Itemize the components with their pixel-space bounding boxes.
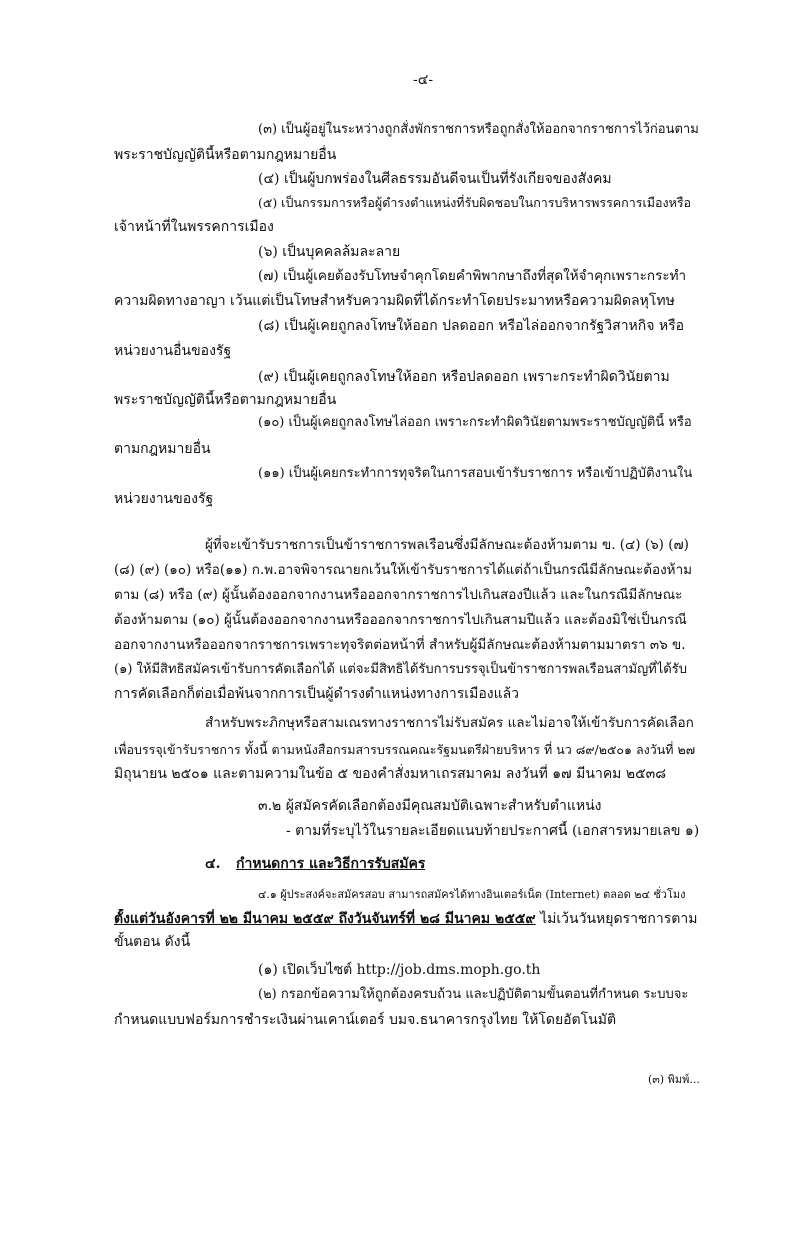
text-line: มิถุนายน ๒๕๐๑ และตามความในข้อ ๕ ของคำสั่งมหาเถรสมาคม ลงวันที่ ๑๗ มีนาคม ๒๕๓๘ [114,766,667,782]
text-line: (๗) เป็นผู้เคยต้องรับโทษจำคุกโดยคำพิพากษาถึงที่สุดให้จำคุกเพราะกระทำ [258,268,687,284]
section-heading: กำหนดการ และวิธีการรับสมัคร [236,856,426,872]
text-line: พระราชบัญญัตินี้หรือตามกฎหมายอื่น [114,392,337,408]
text-line: (๒) กรอกข้อความให้ถูกต้องครบถ้วน และปฏิบัติตามขั้นตอนที่กำหนด ระบบจะ [258,987,689,1002]
text-line: ๓.๒ ผู้สมัครคัดเลือกต้องมีคุณสมบัติเฉพาะสำหรับตำแหน่ง [258,798,602,814]
text-line: เพื่อบรรจุเข้ารับราชการ ทั้งนี้ ตามหนังสือกรมสารบรรณคณะรัฐมนตรีฝ่ายบริหาร ที่ นว ๘๙/๒๕๐๑ ลงวันที่ ๒๗ [114,742,696,757]
text-line [114,909,697,929]
text-line: (๓) เป็นผู้อยู่ในระหว่างถูกสั่งพักราชการหรือถูกสั่งให้ออกจากราชการไว้ก่อนตาม [258,122,699,137]
text-line: หน่วยงานของรัฐ [114,491,214,507]
text-line: (๕) เป็นกรรมการหรือผู้ดำรงตำแหน่งที่รับผิดชอบในการบริหารพรรคการเมืองหรือ [258,195,692,210]
text-line: หน่วยงานอื่นของรัฐ [114,343,232,359]
text-fragment: ไม่เว้นวันหยุดราชการตาม [535,911,698,927]
application-period: ตั้งแต่วันอังคารที่ ๒๒ มีนาคม ๒๕๕๙ ถึงวันจันทร์ที่ ๒๘ มีนาคม ๒๕๕๙ [114,911,536,927]
text-line: (๘) เป็นผู้เคยถูกลงโทษให้ออก ปลดออก หรือไล่ออกจากรัฐวิสาหกิจ หรือ [258,318,685,334]
text-line: ออกจากงานหรือออกจากราชการเพราะทุจริตต่อหน้าที่ สำหรับผู้มีลักษณะต้องห้ามตามมาตรา ๓๖ ข. [114,637,686,653]
website-line: (๑) เปิดเว็บไซต์ http://job.dms.moph.go.th [258,962,541,978]
text-line: ตามกฎหมายอื่น [114,441,211,457]
text-line: ๔.๑ ผู้ประสงค์จะสมัครสอบ สามารถสมัครได้ทางอินเตอร์เน็ต (Internet) ตลอด ๒๔ ชั่วโมง [258,888,686,901]
text-line: (๑๑) เป็นผู้เคยกระทำการทุจริตในการสอบเข้ารับราชการ หรือเข้าปฏิบัติงานใน [258,466,693,481]
text-line: กำหนดแบบฟอร์มการชำระเงินผ่านเคาน์เตอร์ บมจ.ธนาคารกรุงไทย ให้โดยอัตโนมัติ [114,1012,617,1028]
section-number: ๔. [205,856,221,872]
text-line: ผู้ที่จะเข้ารับราชการเป็นข้าราชการพลเรือนซึ่งมีลักษณะต้องห้ามตาม ข. (๔) (๖) (๗) [205,537,689,553]
text-line: (๔) เป็นผู้บกพร่องในศีลธรรมอันดีจนเป็นที่รังเกียจของสังคม [258,171,612,187]
text-line: เจ้าหน้าที่ในพรรคการเมือง [114,219,274,235]
text-line: สำหรับพระภิกษุหรือสามเณรทางราชการไม่รับสมัคร และไม่อาจให้เข้ารับการคัดเลือก [205,715,694,731]
text-line: - ตามที่ระบุไว้ในรายละเอียดแนบท้ายประกาศนี้ (เอกสารหมายเลข ๑) [286,823,700,839]
text-line: (๑) ให้มีสิทธิสมัครเข้ารับการคัดเลือกได้ แต่จะมีสิทธิได้รับการบรรจุเป็นข้าราชการพลเรือนสามัญที่ได้รับ [114,662,687,677]
text-line: (๖) เป็นบุคคลล้มละลาย [258,244,401,260]
text-line: ขั้นตอน ดังนี้ [114,934,191,950]
text-line: พระราชบัญญัตินี้หรือตามกฎหมายอื่น [114,147,337,163]
text-line: การคัดเลือกก็ต่อเมื่อพ้นจากการเป็นผู้ดำรงตำแหน่งทางการเมืองแล้ว [114,686,520,702]
text-line: (๙) เป็นผู้เคยถูกลงโทษให้ออก หรือปลดออก เพราะกระทำผิดวินัยตาม [258,369,670,385]
text-line: ตาม (๘) หรือ (๙) ผู้นั้นต้องออกจากงานหรือออกจากราชการไปเกินสองปีแล้ว และในกรณีมีลักษณะ [114,587,683,603]
text-line: ความผิดทางอาญา เว้นแต่เป็นโทษสำหรับความผิดที่ได้กระทำโดยประมาทหรือความผิดลหุโทษ [114,293,675,309]
text-line: (๘) (๙) (๑๐) หรือ(๑๑) ก.พ.อาจพิจารณายกเว้นให้เข้ารับราชการได้แต่ถ้าเป็นกรณีมีลักษณะต้องห้าม [114,562,693,578]
text-line: ต้องห้ามตาม (๑๐) ผู้นั้นต้องออกจากงานหรือออกจากราชการไปเกินสามปีแล้ว และต้องมิใช่เป็นกรณี [114,612,687,628]
page-number: -๔- [413,72,434,88]
continuation-text: (๓) พิมพ์... [648,1073,700,1086]
text-line: (๑๐) เป็นผู้เคยถูกลงโทษไล่ออก เพราะกระทำผิดวินัยตามพระราชบัญญัตินี้ หรือ [258,415,692,430]
